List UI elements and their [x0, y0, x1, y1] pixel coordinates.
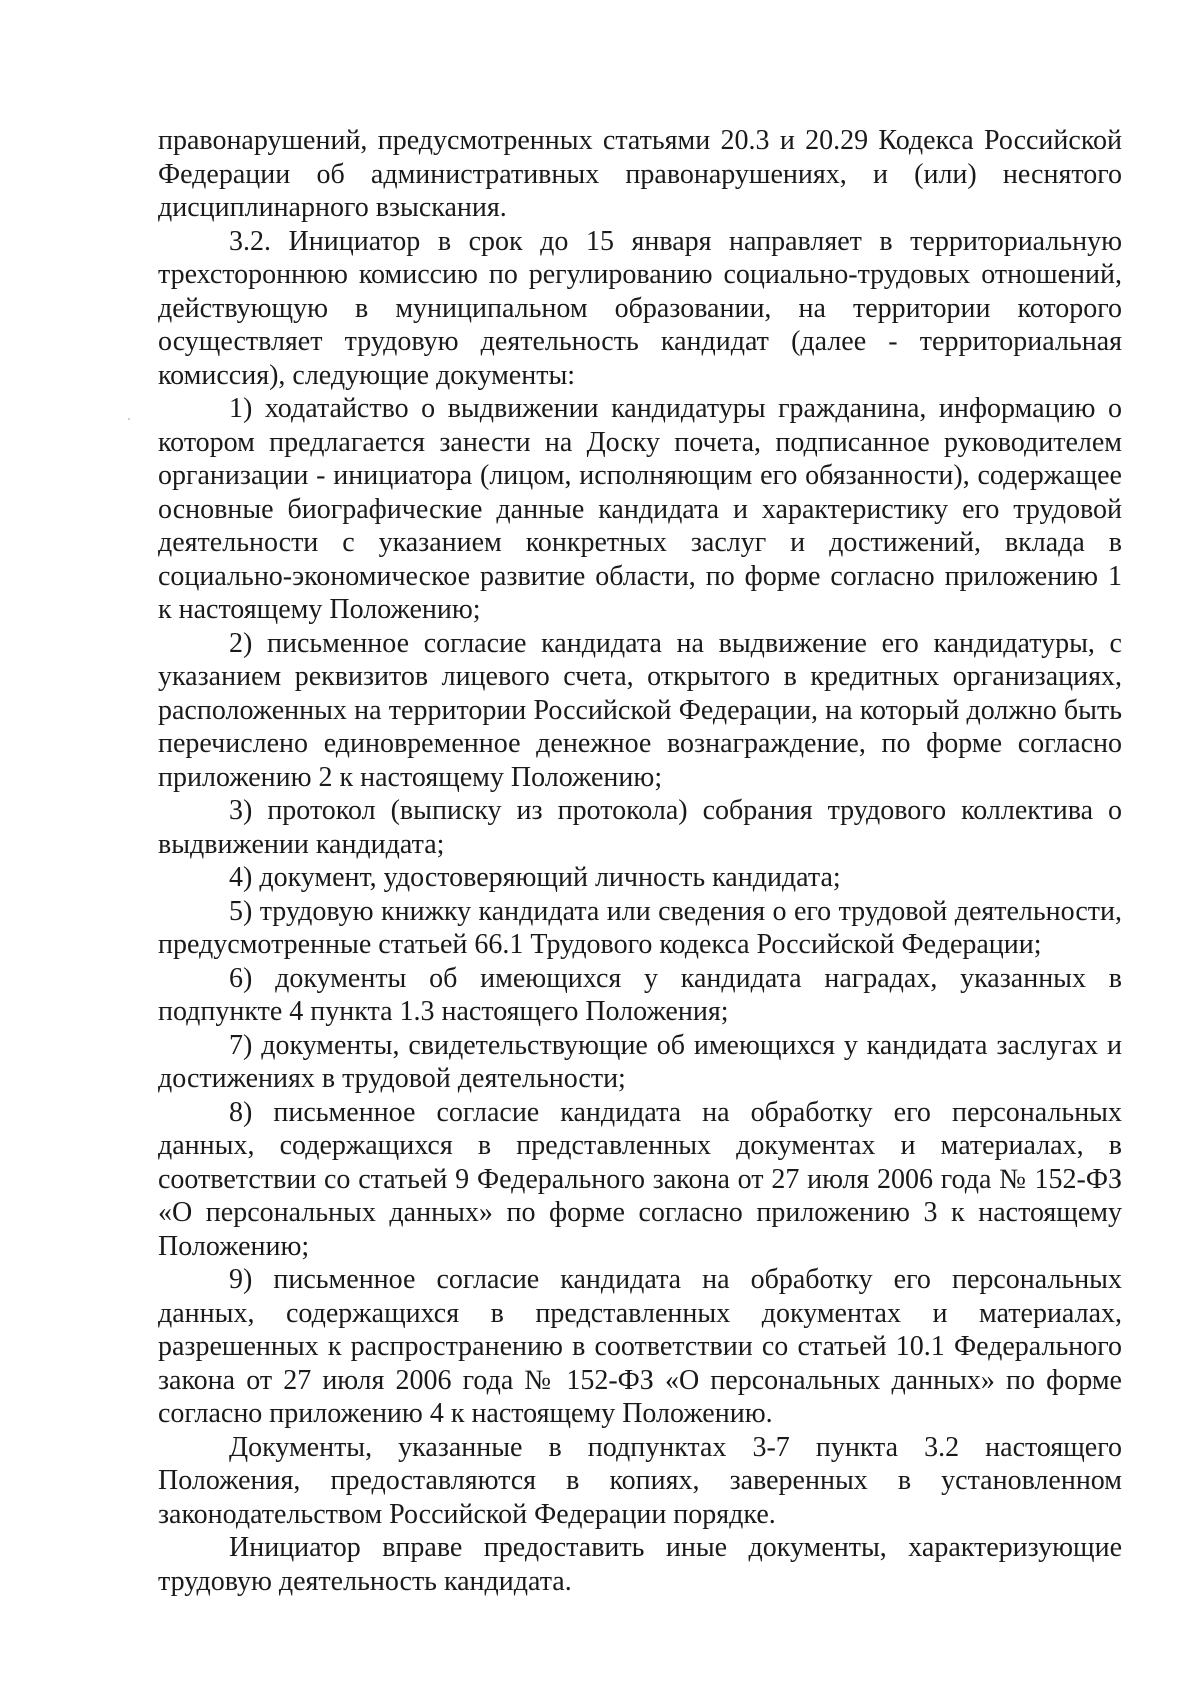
list-item-9: 9) письменное согласие кандидата на обработку его персональных данных, содержащихся в представленных документах и материалах, разрешенных к распространению в соответствии со статьей 10.1 Федерального закона от 27 июля 2006 года № 152-ФЗ «О персональных данных» по форме согласно приложению 4 к настоящему Положению.	[158, 1264, 1122, 1429]
list-item-4: 4) документ, удостоверяющий личность кандидата;	[229, 862, 841, 893]
paragraph-copies-note: Документы, указанные в подпунктах 3-7 пункта 3.2 настоящего Положения, предоставляются в копиях, заверенных в установленном законодательством Российской Федерации порядке.	[158, 1431, 1122, 1530]
scan-artifact	[128, 418, 130, 420]
paragraph-other-documents: Инициатор вправе предоставить иные документы, характеризующие трудовую деятельность кандидата.	[158, 1532, 1122, 1597]
paragraph-continuation: правонарушений, предусмотренных статьями 20.3 и 20.29 Кодекса Российской Федерации об административных правонарушениях, и (или) неснятого дисциплинарного взыскания.	[158, 125, 1122, 223]
list-item-1: 1) ходатайство о выдвижении кандидатуры гражданина, информацию о котором предлагается занести на Доску почета, подписанное руководителем организации - инициатора (лицом, исполняющим его обязанности), содержащее основные биографические данные кандидата и характеристику его трудовой деятельности с указанием конкретных заслуг и достижений, вклада в социально-экономическое развитие области, по форме согласно приложению 1 к настоящему Положению;	[158, 393, 1122, 625]
list-item-5: 5) трудовую книжку кандидата или сведения о его трудовой деятельности, предусмотренные статьей 66.1 Трудового кодекса Российской Федерации;	[158, 895, 1122, 960]
list-item-2: 2) письменное согласие кандидата на выдвижение его кандидатуры, с указанием реквизитов лицевого счета, открытого в кредитных организациях, расположенных на территории Российской Федерации, на который должно быть перечислено единовременное денежное вознаграждение, по форме согласно приложению 2 к настоящему Положению;	[158, 627, 1122, 793]
list-item-3: 3) протокол (выписку из протокола) собрания трудового коллектива о выдвижении кандидата;	[158, 795, 1122, 860]
paragraph-clause-3-2: 3.2. Инициатор в срок до 15 января направляет в территориальную трехстороннюю комиссию по регулированию социально-трудовых отношений, действующую в муниципальном образовании, на территории которого осуществляет трудовую деятельность кандидат (далее - территориальная комиссия), следующие документы:	[158, 225, 1122, 391]
list-item-7: 7) документы, свидетельствующие об имеющихся у кандидата заслугах и достижениях в трудовой деятельности;	[158, 1029, 1122, 1094]
list-item-8: 8) письменное согласие кандидата на обработку его персональных данных, содержащихся в представленных документах и материалах, в соответствии со статьей 9 Федерального закона от 27 июля 2006 года № 152-ФЗ «О персональных данных» по форме согласно приложению 3 к настоящему Положению;	[158, 1096, 1122, 1262]
document-body	[158, 124, 1122, 1598]
list-item-6: 6) документы об имеющихся у кандидата наградах, указанных в подпункте 4 пункта 1.3 настоящего Положения;	[158, 962, 1122, 1027]
